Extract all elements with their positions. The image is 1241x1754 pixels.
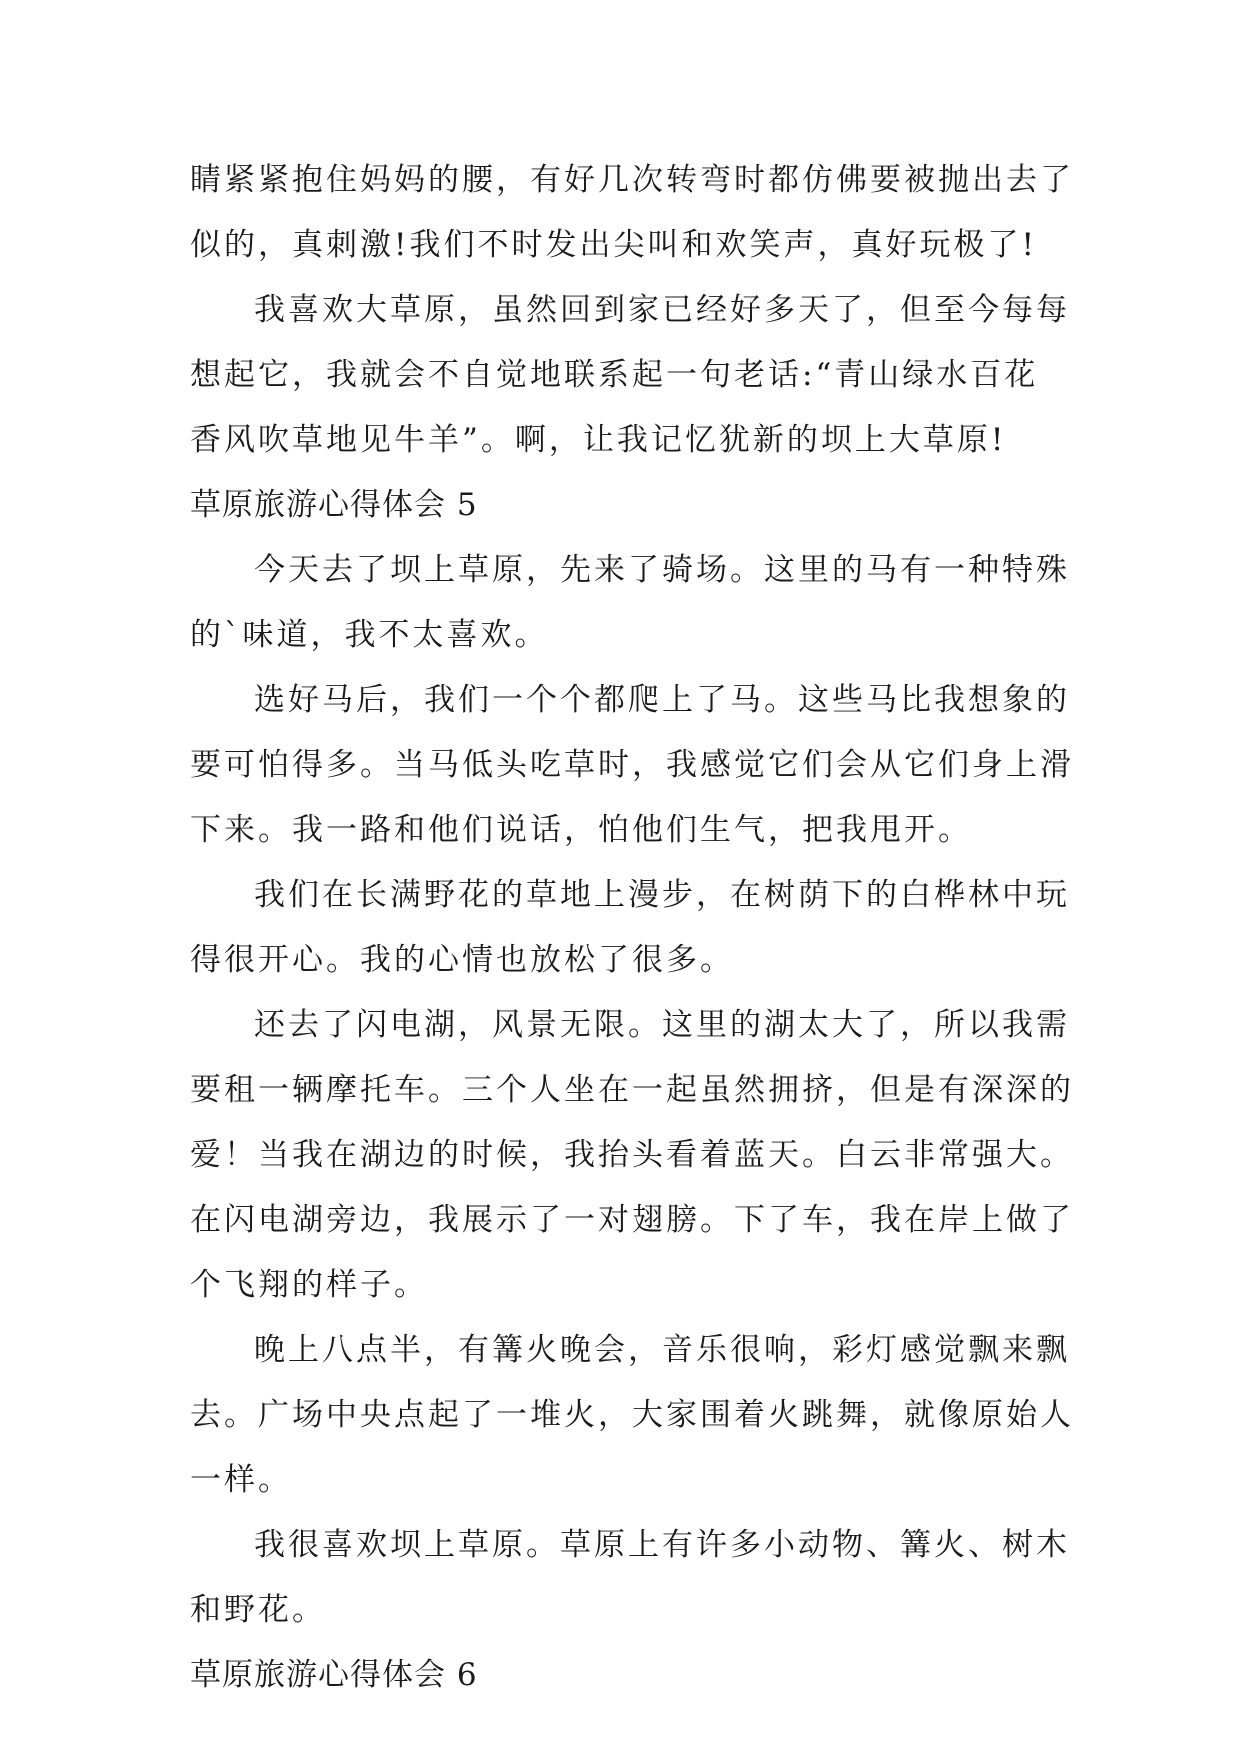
text-line: 的`味道，我不太喜欢。 bbox=[190, 617, 549, 653]
text-line: 似的，真刺激!我们不时发出尖叫和欢笑声，真好玩极了! bbox=[190, 227, 1037, 263]
paragraph-start-line: 我喜欢大草原，虽然回到家已经好多天了，但至今每每 bbox=[254, 292, 1070, 328]
paragraph-start-line: 今天去了坝上草原，先来了骑场。这里的马有一种特殊 bbox=[254, 552, 1070, 588]
text-line: 要租一辆摩托车。三个人坐在一起虽然拥挤，但是有深深的 bbox=[190, 1072, 1074, 1108]
section-heading: 草原旅游心得体会 5 bbox=[190, 487, 478, 523]
text-line: 一样。 bbox=[190, 1462, 292, 1498]
section-heading: 草原旅游心得体会 6 bbox=[190, 1657, 478, 1693]
text-line: 睛紧紧抱住妈妈的腰，有好几次转弯时都仿佛要被抛出去了 bbox=[190, 162, 1074, 198]
paragraph-start-line: 晚上八点半，有篝火晚会，音乐很响，彩灯感觉飘来飘 bbox=[254, 1332, 1070, 1368]
paragraph-start-line: 还去了闪电湖，风景无限。这里的湖太大了，所以我需 bbox=[254, 1007, 1070, 1043]
text-line: 下来。我一路和他们说话，怕他们生气，把我甩开。 bbox=[190, 812, 972, 848]
text-line: 香风吹草地见牛羊”。啊，让我记忆犹新的坝上大草原! bbox=[190, 422, 1007, 458]
text-line: 个飞翔的样子。 bbox=[190, 1267, 428, 1303]
text-line: 要可怕得多。当马低头吃草时，我感觉它们会从它们身上滑 bbox=[190, 747, 1074, 783]
text-line: 去。广场中央点起了一堆火，大家围着火跳舞，就像原始人 bbox=[190, 1397, 1074, 1433]
paragraph-start-line: 我很喜欢坝上草原。草原上有许多小动物、篝火、树木 bbox=[254, 1527, 1070, 1563]
document-page bbox=[190, 148, 1074, 1708]
paragraph-start-line: 我们在长满野花的草地上漫步，在树荫下的白桦林中玩 bbox=[254, 877, 1070, 913]
text-line: 在闪电湖旁边，我展示了一对翅膀。下了车，我在岸上做了 bbox=[190, 1202, 1074, 1238]
text-line: 爱！当我在湖边的时候，我抬头看着蓝天。白云非常强大。 bbox=[190, 1137, 1074, 1173]
text-line: 和野花。 bbox=[190, 1592, 326, 1628]
paragraph-start-line: 选好马后，我们一个个都爬上了马。这些马比我想象的 bbox=[254, 682, 1070, 718]
text-line: 想起它，我就会不自觉地联系起一句老话:“青山绿水百花 bbox=[190, 357, 1039, 393]
text-line: 得很开心。我的心情也放松了很多。 bbox=[190, 942, 734, 978]
